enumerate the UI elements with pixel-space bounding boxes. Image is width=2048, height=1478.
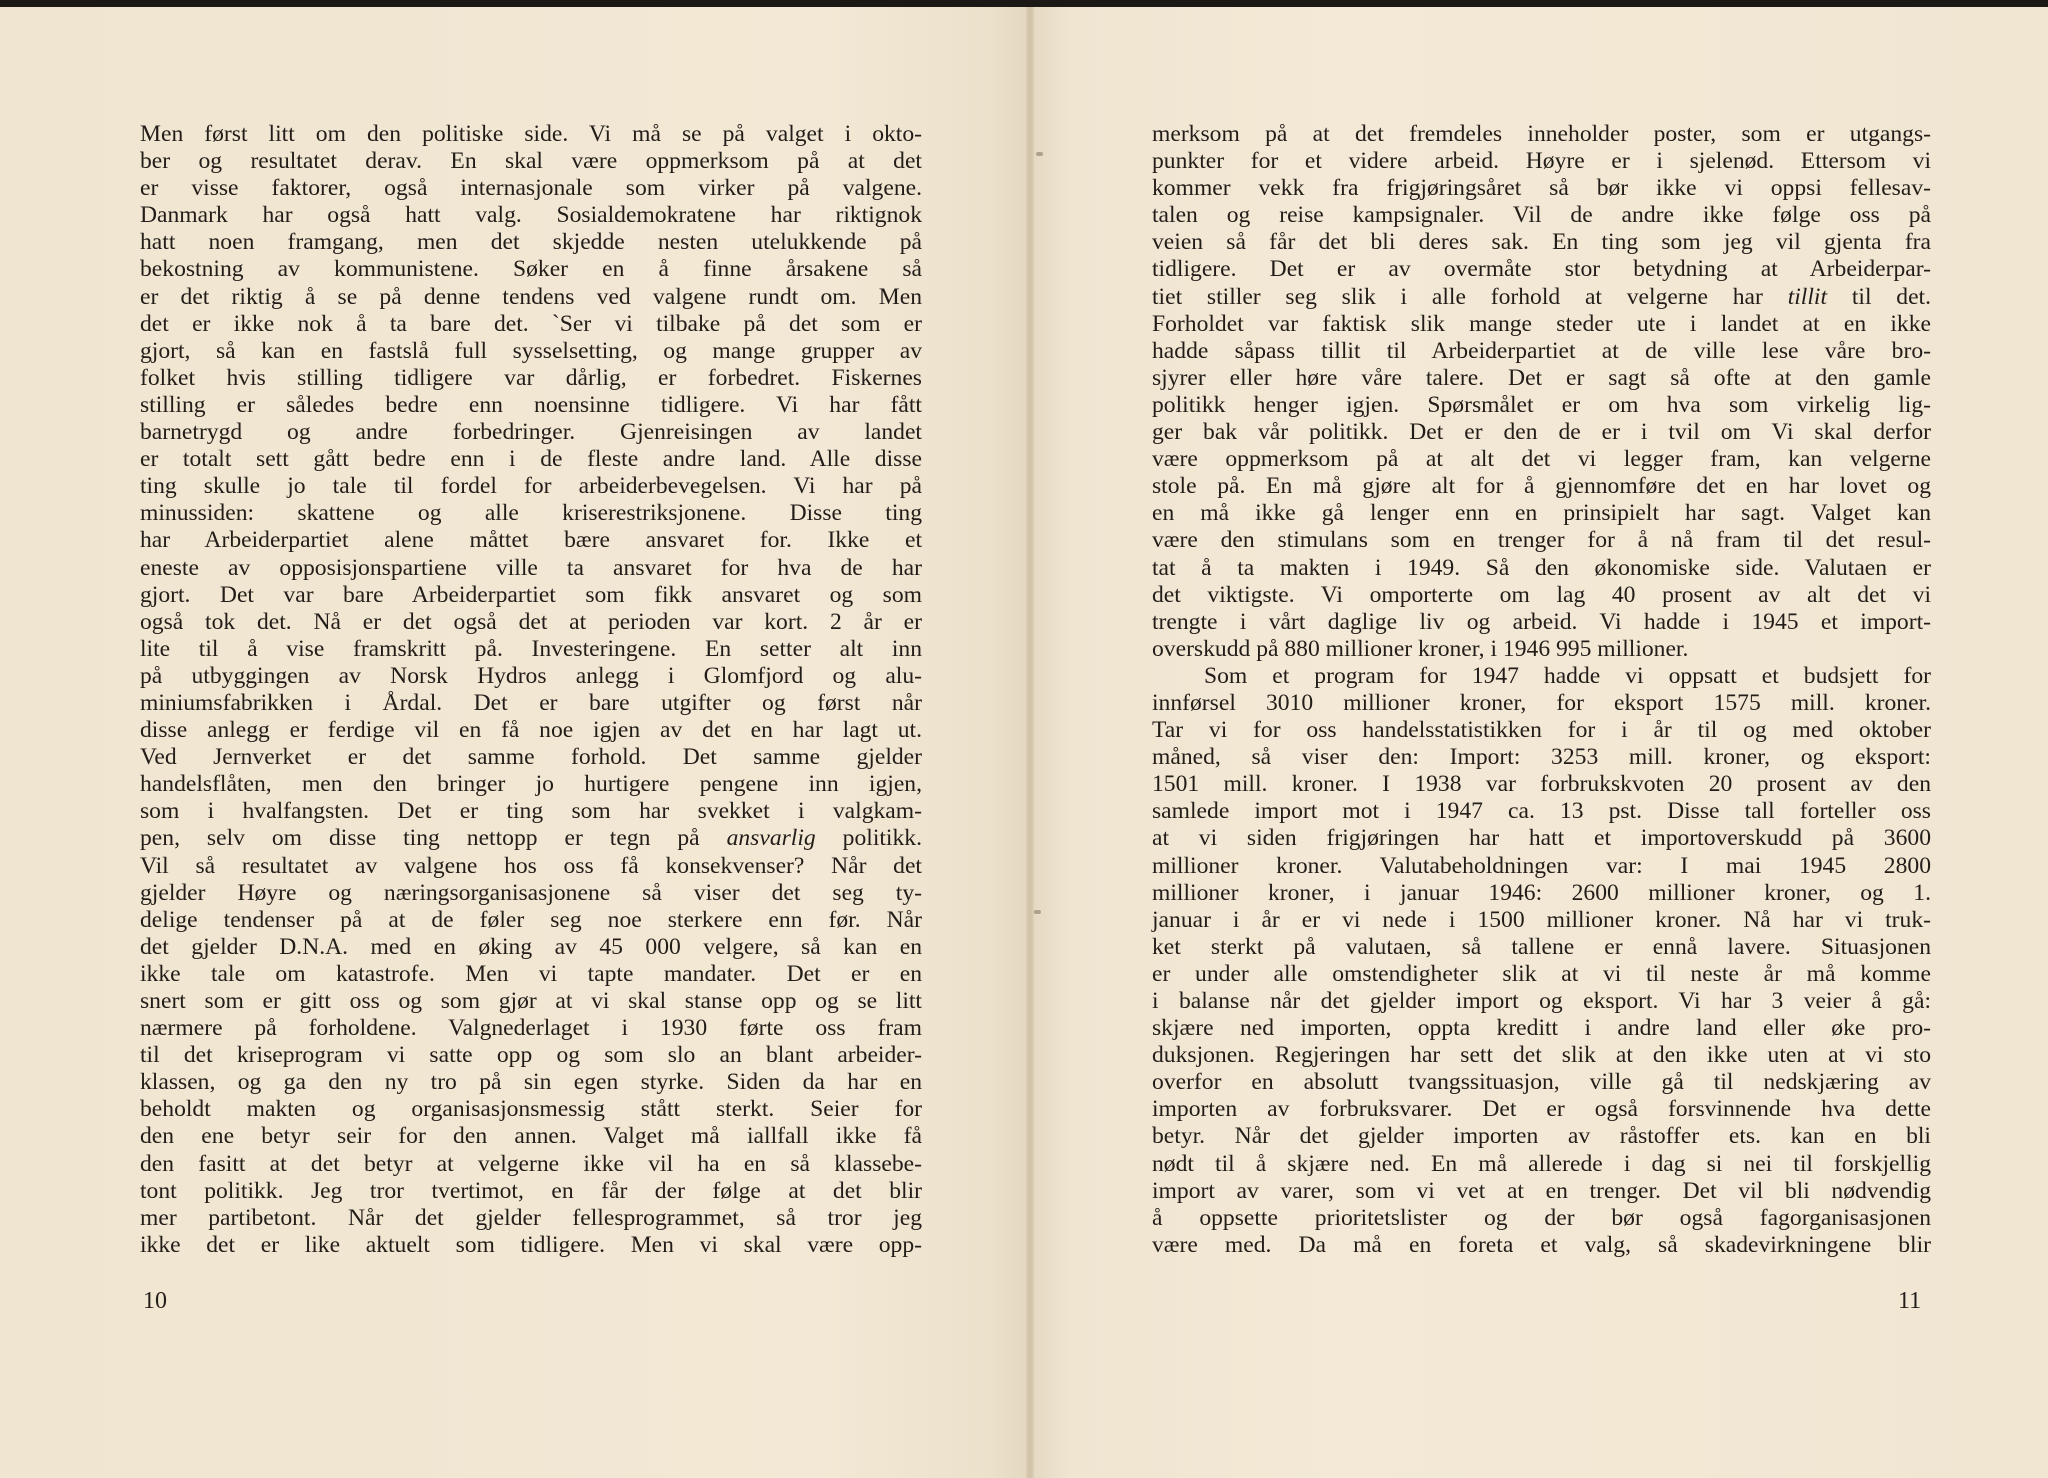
text-line: gjelder Høyre og næringsorganisasjonene så viser det seg ty-: [140, 879, 922, 906]
text-line: folket hvis stilling tidligere var dårlig, er forbedret. Fiskernes: [140, 364, 922, 391]
text-line: millioner kroner, i januar 1946: 2600 millioner kroner, og 1.: [1152, 879, 1931, 906]
text-line: kommer vekk fra frigjøringsåret så bør ikke vi oppsi fellesav-: [1152, 175, 1931, 202]
text-line: sjyrer eller høre våre talere. Det er sagt så ofte at den gamle: [1152, 364, 1931, 391]
text-line: Vil så resultatet av valgene hos oss få konsekvenser? Når det: [140, 852, 922, 879]
text-line: eneste av opposisjonspartiene ville ta ansvaret for hva de har: [140, 554, 922, 581]
text-line: den fasitt at det betyr at velgerne ikke vil ha en så klassebe-: [140, 1150, 922, 1177]
text-line: disse anlegg er ferdige vil en få noe igjen av det en har lagt ut.: [140, 717, 922, 744]
text-line: ket sterkt på valutaen, så tallene er ennå lavere. Situasjonen: [1152, 933, 1931, 960]
page-number-right: 11: [1898, 1288, 1922, 1314]
text-line: det gjelder D.N.A. med en øking av 45 000 velgere, så kan en: [140, 933, 922, 960]
text-line: januar i år er vi nede i 1500 millioner kroner. Nå har vi truk-: [1152, 906, 1931, 933]
text-line: punkter for et videre arbeid. Høyre er i sjelenød. Ettersom vi: [1152, 148, 1931, 175]
text-line: også tok det. Nå er det også det at perioden var kort. 2 år er: [140, 608, 922, 635]
text-line: på utbyggingen av Norsk Hydros anlegg i Glomfjord og alu-: [140, 662, 922, 689]
text-line: Forholdet var faktisk slik mange steder ute i landet at en ikke: [1152, 310, 1931, 337]
text-line: bekostning av kommunistene. Søker en å finne årsakene så: [140, 256, 922, 283]
text-line: trengte i vårt daglige liv og arbeid. Vi hadde i 1945 et import-: [1152, 608, 1931, 635]
text-line: er totalt sett gått bedre enn i de fleste andre land. Alle disse: [140, 446, 922, 473]
text-line: Danmark har også hatt valg. Sosialdemokratene har riktignok: [140, 202, 922, 229]
paper-speck: [1034, 910, 1041, 914]
text-line: gjort, så kan en fastslå full sysselsetting, og mange grupper av: [140, 337, 922, 364]
text-line: Som et program for 1947 hadde vi oppsatt et budsjett for: [1204, 662, 1931, 689]
text-segment: pen, selv om disse ting nettopp er tegn på: [140, 825, 700, 852]
text-line: i balanse når det gjelder import og eksport. Vi har 3 veier å gå:: [1152, 988, 1931, 1014]
text-line: måned, så viser den: Import: 3253 mill. kroner, og eksport:: [1152, 744, 1931, 771]
text-line: er det riktig å se på denne tendens ved valgene rundt om. Men: [140, 283, 922, 310]
text-line: er visse faktorer, også internasjonale som virker på valgene.: [140, 175, 922, 202]
italic-emphasis: ansvarlig: [726, 825, 816, 852]
scan-top-edge: [0, 0, 2048, 7]
text-line: snert som er gitt oss og som gjør at vi skal stanse opp og se litt: [140, 988, 922, 1014]
text-line: handelsflåten, men den bringer jo hurtigere pengene inn igjen,: [140, 771, 922, 798]
text-line: duksjonen. Regjeringen har sett det slik at den ikke uten at vi sto: [1152, 1042, 1931, 1069]
paper-speck: [1036, 152, 1043, 156]
text-line: nærmere på forholdene. Valgnederlaget i 1930 førte oss fram: [140, 1015, 922, 1042]
text-line: ting skulle jo tale til fordel for arbeiderbevegelsen. Vi har på: [140, 473, 922, 500]
text-line: den ene betyr seir for den annen. Valget må iallfall ikke få: [140, 1123, 922, 1150]
text-line: samlede import mot i 1947 ca. 13 pst. Disse tall forteller oss: [1152, 798, 1931, 825]
text-line: en må ikke gå lenger enn en prinsipielt har sagt. Valget kan: [1152, 500, 1931, 527]
text-line: importen av forbruksvarer. Det er også forsvinnende hva dette: [1152, 1096, 1931, 1123]
text-line: ikke det er like aktuelt som tidligere. Men vi skal være opp-: [140, 1231, 922, 1258]
italic-emphasis: tillit: [1787, 283, 1828, 310]
text-line: tont politikk. Jeg tror tvertimot, en får der følge at det blir: [140, 1177, 922, 1204]
text-line: til det kriseprogram vi satte opp og som slo an blant arbeider-: [140, 1042, 922, 1069]
text-line: at vi siden frigjøringen har hatt et importoverskudd på 3600: [1152, 825, 1931, 852]
text-segment: til det.: [1851, 283, 1931, 310]
text-line: innførsel 3010 millioner kroner, for eksport 1575 mill. kroner.: [1152, 689, 1931, 716]
text-segment: tiet stiller seg slik i alle forhold at velgerne har: [1152, 283, 1763, 310]
text-line: være den stimulans som en trenger for å nå fram til det resul-: [1152, 527, 1931, 554]
text-line: miniumsfabrikken i Årdal. Det er bare utgifter og først når: [140, 689, 922, 716]
text-line: stole på. En må gjøre alt for å gjennomføre det en har lovet og: [1152, 473, 1931, 500]
book-gutter: [1026, 7, 1034, 1478]
text-line: stilling er således bedre enn noensinne tidligere. Vi har fått: [140, 391, 922, 418]
text-line: minussiden: skattene og alle kriserestriksjonene. Disse ting: [140, 500, 922, 527]
text-line: er under alle omstendigheter slik at vi til neste år må komme: [1152, 960, 1931, 987]
text-line: overskudd på 880 millioner kroner, i 1946 995 millioner.: [1152, 635, 1689, 662]
left-page-body-text: [140, 121, 922, 1259]
text-line: være oppmerksom på at alt det vi legger fram, kan velgerne: [1152, 446, 1931, 473]
text-line: beholdt makten og organisasjonsmessig stått sterkt. Seier for: [140, 1096, 922, 1123]
page-number-left: 10: [143, 1288, 167, 1314]
text-line: skjære ned importen, oppta kreditt i andre land eller øke pro-: [1152, 1015, 1931, 1042]
text-line: 1501 mill. kroner. I 1938 var forbrukskvoten 20 prosent av den: [1152, 771, 1931, 798]
text-line: klassen, og ga den ny tro på sin egen styrke. Siden da har en: [140, 1069, 922, 1096]
text-line: import av varer, som vi vet at en trenger. Det vil bli nødvendig: [1152, 1177, 1931, 1204]
text-line: delige tendenser på at de føler seg noe sterkere enn før. Når: [140, 906, 922, 933]
text-line: merksom på at det fremdeles inneholder poster, som er utgangs-: [1152, 121, 1931, 147]
text-line: å oppsette prioritetslister og der bør også fagorganisasjonen: [1152, 1204, 1931, 1231]
text-line: nødt til å skjære ned. En må allerede i dag si nei til forskjellig: [1152, 1150, 1931, 1177]
text-line: millioner kroner. Valutabeholdningen var: I mai 1945 2800: [1152, 852, 1931, 879]
text-line: gjort. Det var bare Arbeiderpartiet som fikk ansvaret og som: [140, 581, 922, 608]
text-line: hatt noen framgang, men det skjedde nesten utelukkende på: [140, 229, 922, 256]
text-line: politikk henger igjen. Spørsmålet er om hva som virkelig lig-: [1152, 391, 1931, 418]
text-line: tidligere. Det er av overmåte stor betydning at Arbeiderpar-: [1152, 256, 1931, 283]
text-line: betyr. Når det gjelder importen av råstoffer ets. kan en bli: [1152, 1123, 1931, 1150]
text-line: overfor en absolutt tvangssituasjon, ville gå til nedskjæring av: [1152, 1069, 1931, 1096]
text-line: hadde såpass tillit til Arbeiderpartiet at de ville lese våre bro-: [1152, 337, 1931, 364]
text-line: har Arbeiderpartiet alene måttet bære ansvaret for. Ikke et: [140, 527, 922, 554]
text-segment: politikk.: [842, 825, 922, 852]
text-line: som i hvalfangsten. Det er ting som har svekket i valgkam-: [140, 798, 922, 825]
text-line: talen og reise kampsignaler. Vil de andre ikke følge oss på: [1152, 202, 1931, 229]
text-line: det er ikke nok å ta bare det. `Ser vi tilbake på det som er: [140, 310, 922, 337]
text-line: barnetrygd og andre forbedringer. Gjenreisingen av landet: [140, 419, 922, 446]
text-line: Tar vi for oss handelsstatistikken for i år til og med oktober: [1152, 717, 1931, 744]
text-line: være med. Da må en foreta et valg, så skadevirkningene blir: [1152, 1231, 1931, 1258]
text-line: det viktigste. Vi omporterte om lag 40 prosent av alt det vi: [1152, 581, 1931, 608]
text-line: lite til å vise framskritt på. Investeringene. En setter alt inn: [140, 635, 922, 662]
text-line: Men først litt om den politiske side. Vi må se på valget i okto-: [140, 121, 922, 147]
text-line-with-italic: [140, 825, 922, 852]
text-line: ber og resultatet derav. En skal være oppmerksom på at det: [140, 148, 922, 175]
text-line: tat å ta makten i 1949. Så den økonomiske side. Valutaen er: [1152, 554, 1931, 581]
text-line: ikke tale om katastrofe. Men vi tapte mandater. Det er en: [140, 960, 922, 987]
text-line: Ved Jernverket er det samme forhold. Det samme gjelder: [140, 744, 922, 771]
text-line-with-italic: [1152, 284, 1931, 311]
text-line: ger bak vår politikk. Det er den de er i tvil om Vi skal derfor: [1152, 419, 1931, 446]
text-line: mer partibetont. Når det gjelder fellesprogrammet, så tror jeg: [140, 1204, 922, 1231]
text-line: veien så får det bli deres sak. En ting som jeg vil gjenta fra: [1152, 229, 1931, 256]
right-page-body-text: [1152, 121, 1931, 1259]
